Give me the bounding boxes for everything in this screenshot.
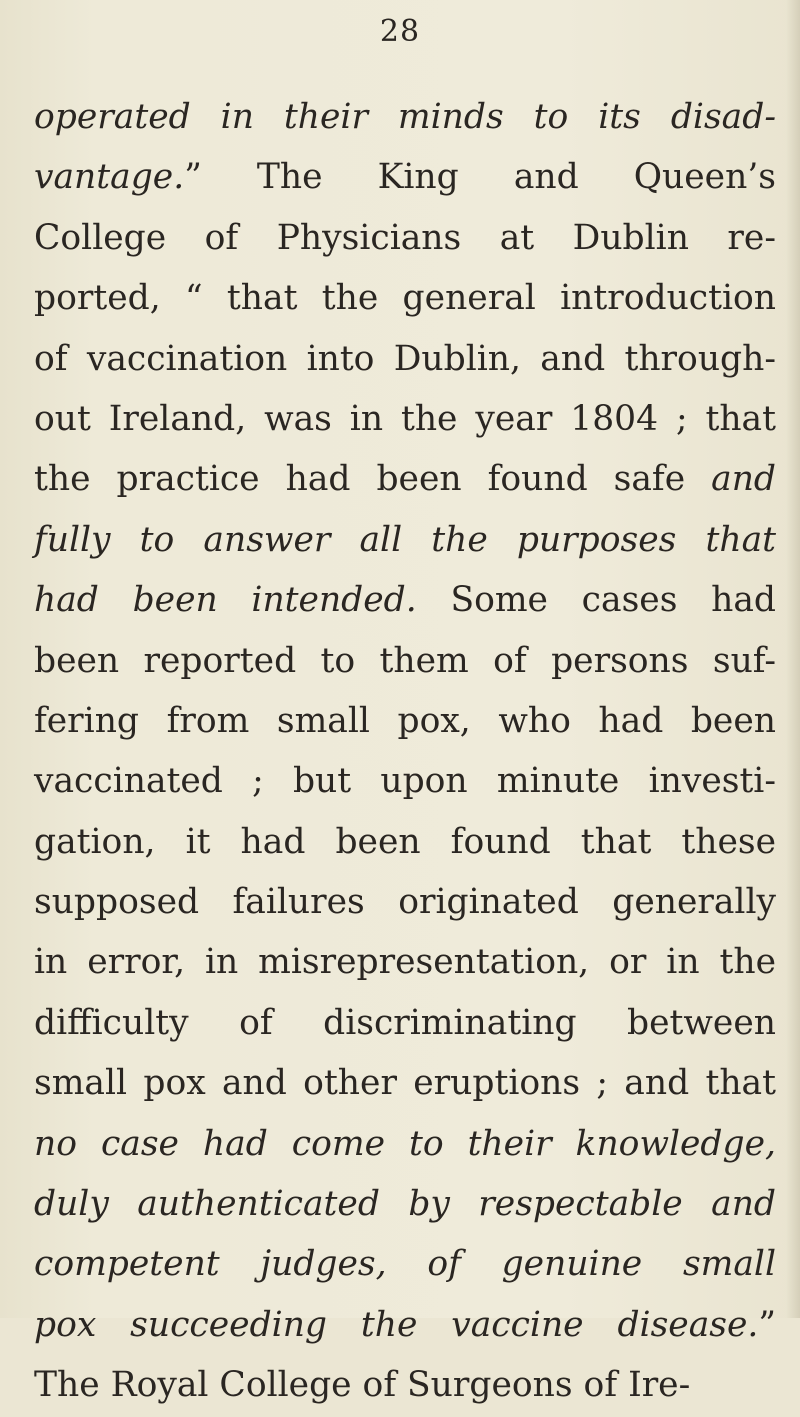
italic-text-segment: competent judges, of genuine small xyxy=(34,1244,776,1285)
text-line xyxy=(34,1356,776,1416)
text-line xyxy=(34,1054,776,1114)
italic-text-segment: and xyxy=(711,459,776,500)
text-segment: supposed failures originated generally xyxy=(34,882,776,923)
text-line xyxy=(34,209,776,269)
text-segment: small pox and other eruptions ; and that xyxy=(34,1063,776,1104)
page-edge-shadow xyxy=(786,0,800,1318)
text-segment: gation, it had been found that these xyxy=(34,821,776,862)
text-line xyxy=(34,148,776,208)
text-segment: the practice had been found safe xyxy=(34,459,712,500)
text-segment: of vaccination into Dublin, and through- xyxy=(34,338,776,379)
text-line xyxy=(34,390,776,450)
page-number: 28 xyxy=(379,14,421,49)
text-segment: vaccinated ; but upon minute investi- xyxy=(34,761,776,802)
italic-text-segment: had been intended. xyxy=(34,580,417,621)
text-line xyxy=(34,933,776,993)
text-segment: in error, in misrepresentation, or in the xyxy=(34,942,776,983)
text-line xyxy=(34,1296,776,1356)
text-line xyxy=(34,1115,776,1175)
text-line xyxy=(34,813,776,873)
text-line xyxy=(34,88,776,148)
text-line xyxy=(34,994,776,1054)
text-line xyxy=(34,1235,776,1295)
text-segment: The Royal College of Surgeons of Ire- xyxy=(34,1365,691,1406)
text-line xyxy=(34,450,776,510)
italic-text-segment: operated in their minds to its disad- xyxy=(34,97,776,137)
text-line xyxy=(34,873,776,933)
text-line xyxy=(34,269,776,329)
text-line xyxy=(34,511,776,571)
text-segment: ” The King and Queen’s xyxy=(184,157,776,198)
text-segment: Some cases had xyxy=(416,580,776,621)
text-segment: fering from small pox, who had been xyxy=(34,700,776,741)
text-line xyxy=(34,752,776,812)
text-segment: out Ireland, was in the year 1804 ; that xyxy=(34,398,776,439)
text-segment: ” xyxy=(758,1304,776,1345)
body-text xyxy=(34,88,776,1417)
text-segment: difficulty of discriminating between xyxy=(34,1002,776,1043)
text-line xyxy=(34,330,776,390)
text-segment: been reported to them of persons suf- xyxy=(34,640,776,681)
text-line xyxy=(34,571,776,631)
text-line xyxy=(34,1175,776,1235)
text-line xyxy=(34,692,776,752)
italic-text-segment: no case had come to their knowledge, xyxy=(34,1123,776,1164)
text-segment: College of Physicians at Dublin re- xyxy=(34,217,776,258)
italic-text-segment: vantage. xyxy=(34,157,185,198)
text-segment: ported, “ that the general introduction xyxy=(34,278,776,319)
text-line xyxy=(34,632,776,692)
italic-text-segment: pox succeeding the vaccine disease. xyxy=(34,1304,759,1345)
italic-text-segment: fully to answer all the purposes that xyxy=(34,519,776,560)
italic-text-segment: duly authenticated by respectable and xyxy=(34,1184,776,1225)
